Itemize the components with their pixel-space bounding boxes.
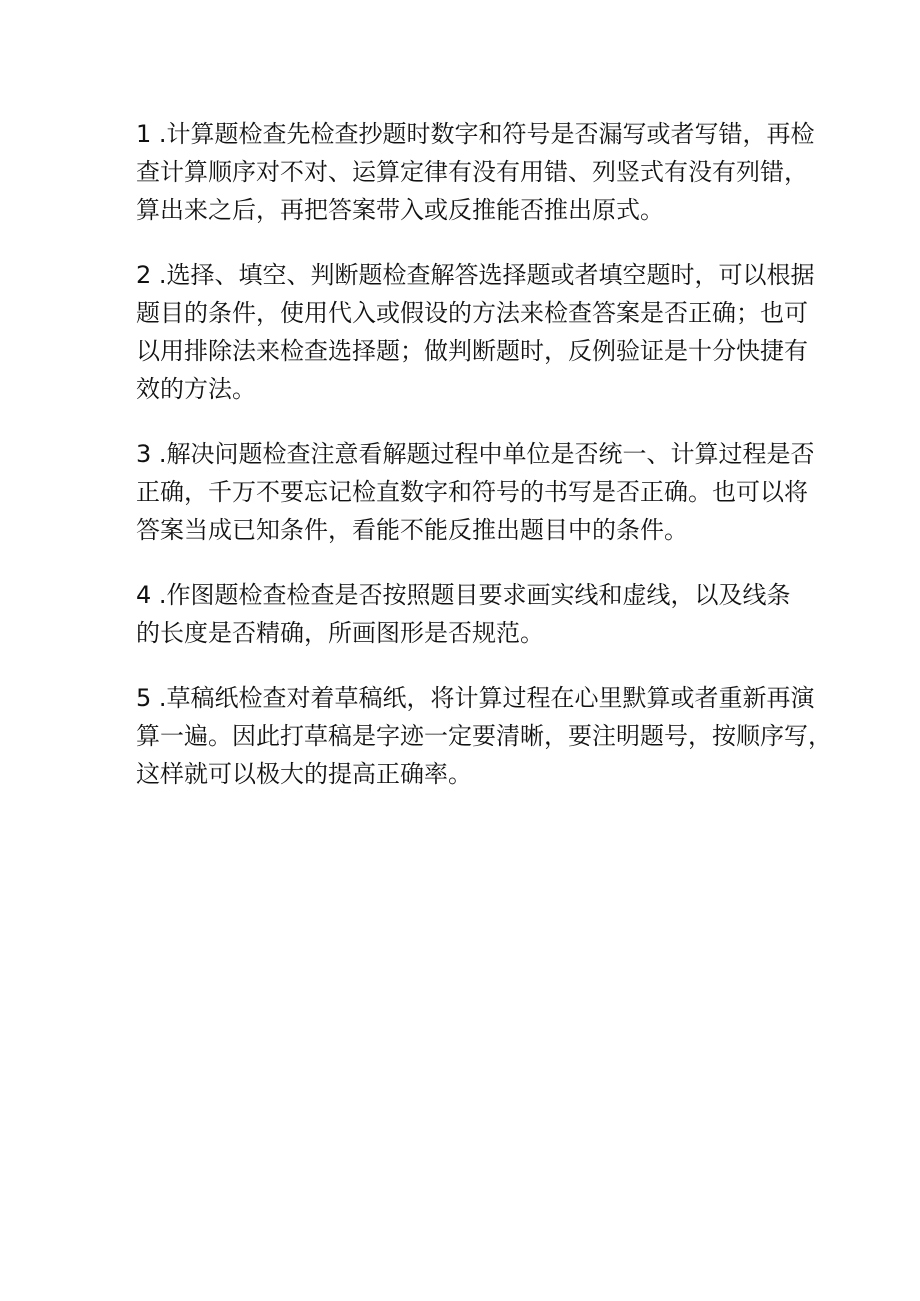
- paragraph-problem-solving-check: [136, 435, 815, 549]
- paragraph-draft-paper-check: [136, 679, 832, 793]
- paragraph-line: 这样就可以极大的提高正确率。: [136, 760, 472, 788]
- paragraph-line: 4 .作图题检查检查是否按照题目要求画实线和虚线，以及线条: [136, 581, 791, 609]
- paragraph-line: 查计算顺序对不对、运算定律有没有用错、列竖式有没有列错，: [136, 158, 808, 186]
- paragraph-line: 正确，千万不要忘记检直数字和符号的书写是否正确。也可以将: [136, 478, 808, 506]
- paragraph-line: 题目的条件，使用代入或假设的方法来检查答案是否正确；也可: [136, 299, 808, 327]
- paragraph-drawing-check: [136, 576, 791, 652]
- paragraph-choice-fill-judge-check: [136, 256, 815, 408]
- paragraph-line: 5 .草稿纸检查对着草稿纸，将计算过程在心里默算或者重新再演: [136, 684, 815, 712]
- paragraph-line: 的长度是否精确，所画图形是否规范。: [136, 619, 544, 647]
- paragraph-calculation-check: [136, 115, 815, 229]
- paragraph-line: 算一遍。因此打草稿是字迹一定要清晰，要注明题号，按顺序写，: [136, 722, 832, 750]
- paragraph-line: 算出来之后，再把答案带入或反推能否推出原式。: [136, 196, 664, 224]
- paragraph-line: 效的方法。: [136, 375, 256, 403]
- paragraph-line: 以用排除法来检查选择题；做判断题时，反例验证是十分快捷有: [136, 337, 808, 365]
- paragraph-line: 答案当成已知条件，看能不能反推出题目中的条件。: [136, 516, 688, 544]
- document-body: [136, 115, 832, 820]
- paragraph-line: 3 .解决问题检查注意看解题过程中单位是否统一、计算过程是否: [136, 440, 815, 468]
- paragraph-line: 1 .计算题检查先检查抄题时数字和符号是否漏写或者写错，再检: [136, 120, 815, 148]
- paragraph-line: 2 .选择、填空、判断题检查解答选择题或者填空题时，可以根据: [136, 261, 815, 289]
